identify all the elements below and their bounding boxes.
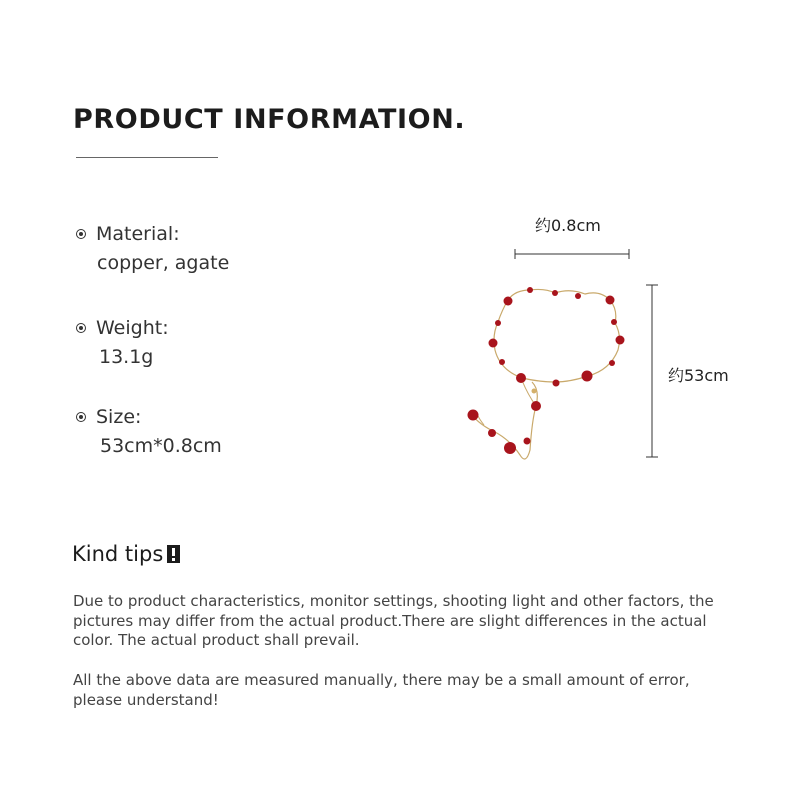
spec-label: Weight: xyxy=(96,317,169,339)
kind-tips-heading xyxy=(72,542,180,566)
spec-value: 53cm*0.8cm xyxy=(100,435,222,457)
bullet-icon xyxy=(76,229,86,239)
spec-label: Material: xyxy=(96,223,180,245)
exclamation-icon xyxy=(167,545,180,563)
spec-label: Size: xyxy=(96,406,142,428)
bullet-icon xyxy=(76,412,86,422)
spec-material xyxy=(76,221,229,278)
clasp xyxy=(532,389,537,394)
length-dimension-label: 约53cm xyxy=(668,366,729,385)
spec-weight xyxy=(76,315,169,372)
measurement-note: All the above data are measured manually, there may be a small amount of error, please understand! xyxy=(73,671,690,709)
width-dimension-line xyxy=(515,249,629,259)
bullet-icon xyxy=(76,323,86,333)
spec-size xyxy=(76,404,222,461)
disclaimer-paragraph: Due to product characteristics, monitor settings, shooting light and other factors, the pictures may differ from the actual product.There are slight differences in the actual color. The actual product shall prevail. xyxy=(73,592,714,649)
kind-tips-label: Kind tips xyxy=(72,542,164,566)
length-dimension-line xyxy=(646,285,658,457)
title-underline xyxy=(76,157,218,158)
width-dimension-label: 约0.8cm xyxy=(535,216,601,235)
page-title: PRODUCT INFORMATION. xyxy=(73,104,466,135)
product-illustration xyxy=(460,210,750,484)
spec-value: copper, agate xyxy=(97,252,230,274)
bracelet-image xyxy=(460,210,750,480)
spec-value: 13.1g xyxy=(99,346,154,368)
chain-link xyxy=(478,375,536,425)
